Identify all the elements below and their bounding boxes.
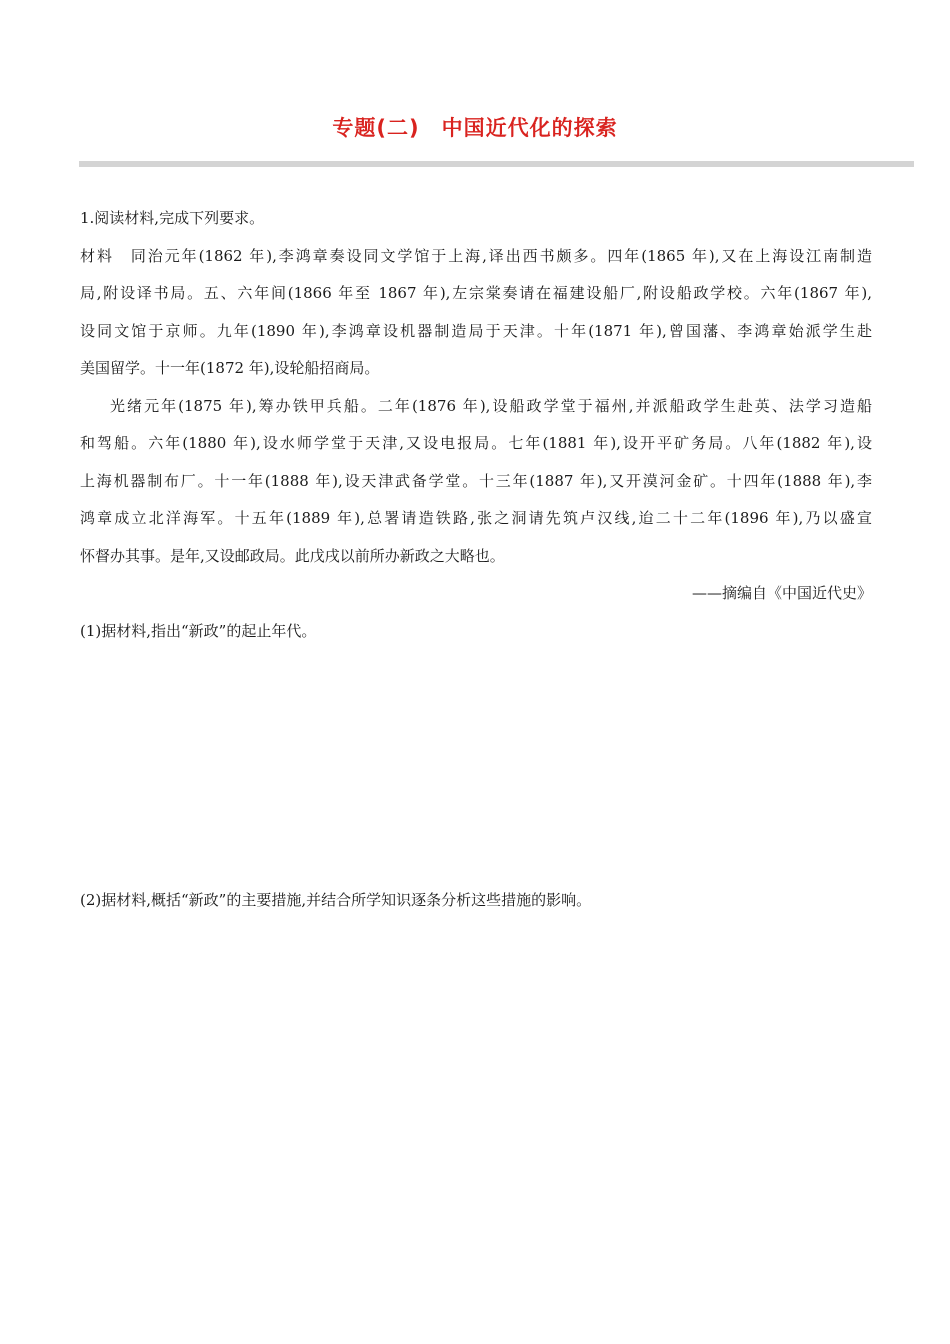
- answer-space: [80, 650, 872, 882]
- question-prompt: 1.阅读材料,完成下列要求。: [80, 209, 265, 227]
- sub-question-2: (2)据材料,概括“新政”的主要措施,并结合所学知识逐条分析这些措施的影响。: [80, 891, 592, 909]
- material-line: 鸿章成立北洋海军。十五年(1889 年),总署请造铁路,张之洞请先筑卢汉线,迨二十二年(1896 年),乃以盛宣: [80, 509, 872, 527]
- title-divider: [79, 161, 914, 167]
- sub-question-1: (1)据材料,指出“新政”的起止年代。: [80, 621, 317, 640]
- material-passage: [80, 238, 872, 576]
- material-line: 上海机器制布厂。十一年(1888 年),设天津武备学堂。十三年(1887 年),又开漠河金矿。十四年(1888 年),李: [80, 471, 872, 490]
- material-line: 设同文馆于京师。九年(1890 年),李鸿章设机器制造局于天津。十年(1871 年),曾国藩、李鸿章始派学生赴: [80, 321, 872, 340]
- material-line: 美国留学。十一年(1872 年),设轮船招商局。: [80, 359, 380, 377]
- material-line: 和驾船。六年(1880 年),设水师学堂于天津,又设电报局。七年(1881 年),设开平矿务局。八年(1882 年),设: [80, 434, 872, 452]
- page-title: 专题(二) 中国近代化的探索: [332, 116, 618, 140]
- material-line: 材料 同治元年(1862 年),李鸿章奏设同文学馆于上海,译出西书颇多。四年(1865 年),又在上海设江南制造: [80, 246, 872, 265]
- material-line: 局,附设译书局。五、六年间(1866 年至 1867 年),左宗棠奏请在福建设船厂,附设船政学校。六年(1867 年),: [80, 284, 872, 302]
- material-line: 光绪元年(1875 年),筹办铁甲兵船。二年(1876 年),设船政学堂于福州,并派船政学生赴英、法学习造船: [110, 396, 872, 415]
- question-block: [80, 200, 872, 920]
- material-line: 怀督办其事。是年,又设邮政局。此戊戌以前所办新政之大略也。: [80, 546, 505, 565]
- material-source: ——摘编自《中国近代史》: [691, 584, 872, 602]
